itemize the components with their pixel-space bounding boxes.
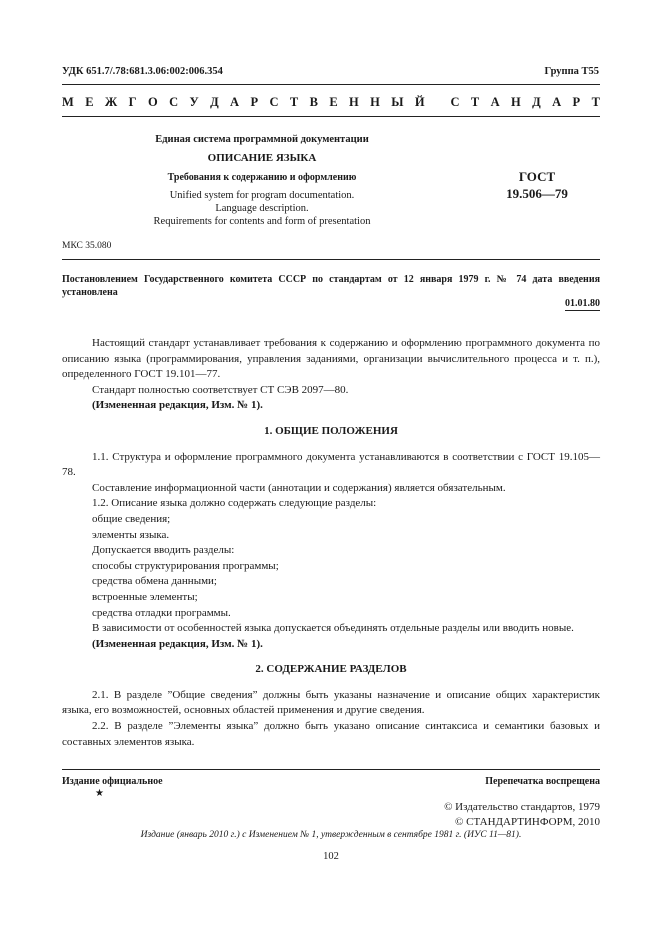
edition-note: Издание (январь 2010 г.) с Изменением № 1, утвержденным в сентябре 1981 г. (ИУС 11—81). xyxy=(140,830,522,840)
group-code: Группа Т55 xyxy=(544,66,599,77)
interstate-letter: Н xyxy=(511,95,521,109)
footer-rule xyxy=(62,769,600,770)
list-item: элементы языка. xyxy=(92,528,170,541)
interstate-letter: О xyxy=(147,95,158,109)
gost-label: ГОСТ xyxy=(518,169,556,184)
combine-paragraph: В зависимости от особенностей языка допускается объединять отдельные разделы или вводить новые. xyxy=(92,622,574,635)
interstate-letter: Т xyxy=(591,95,600,109)
interstate-letter: Р xyxy=(572,95,581,109)
interstate-letter: Е xyxy=(329,95,338,109)
decree-text: Постановлением Государственного комитета СССР по стандартам от 12 января 1979 г. № 74 дата введения установлена xyxy=(62,274,600,298)
interstate-letter: Ы xyxy=(391,95,404,109)
interstate-letter: Т xyxy=(470,95,480,109)
interstate-letter: Е xyxy=(85,95,94,109)
english-title-line-2: Language description. xyxy=(215,203,309,214)
interstate-letter: А xyxy=(490,95,500,109)
copyright-block xyxy=(444,800,600,830)
interstate-letter: Т xyxy=(289,95,299,109)
interstate-letter: Н xyxy=(370,95,380,109)
list-item: средства отладки программы. xyxy=(92,606,231,619)
clause-2-1: 2.1. В разделе ”Общие сведения” должны быть указаны назначение и описание общих характеристик языка, его возможностей, основных областей применения и другие сведения. xyxy=(62,688,600,717)
list-item: общие сведения; xyxy=(92,512,171,525)
section-2-heading: 2. СОДЕРЖАНИЕ РАЗДЕЛОВ xyxy=(255,663,407,676)
decree-rule xyxy=(62,259,600,260)
clause-1-1: 1.1. Структура и оформление программного документа устанавливаются в соответствии с ГОСТ 19.105—78. xyxy=(62,450,600,479)
interstate-letter: С xyxy=(450,95,460,109)
document-title: ОПИСАНИЕ ЯЗЫКА xyxy=(207,152,317,164)
clause-1-1-info: Составление информационной части (аннотации и содержания) является обязательным. xyxy=(92,481,506,494)
interstate-letter: Й xyxy=(414,95,425,109)
interstate-letter: У xyxy=(189,95,199,109)
interstate-letter: А xyxy=(230,95,240,109)
english-title-line-1: Unified system for program documentation. xyxy=(169,190,355,201)
interstate-letter: М xyxy=(62,95,74,109)
interstate-letter: Н xyxy=(349,95,359,109)
intro-paragraph: Настоящий стандарт устанавливает требования к содержанию и оформлению программного документа по описанию языка (программирования, управления заданиями, организации вычислительного процесса и т. п.), определенного ГОСТ 19.101—77. xyxy=(62,337,600,381)
list-item: встроенные элементы; xyxy=(92,590,198,603)
copyright-line-2: © СТАНДАРТИНФОРМ, 2010 xyxy=(455,816,600,828)
header-rule-top xyxy=(62,84,600,85)
interstate-standard-heading xyxy=(62,95,600,110)
clause-1-2: 1.2. Описание языка должно содержать следующие разделы: xyxy=(92,497,377,510)
star-icon: ★ xyxy=(95,788,104,799)
title-block xyxy=(122,134,402,228)
gost-designation xyxy=(492,168,582,202)
allowed-sections-intro: Допускается вводить разделы: xyxy=(92,544,235,557)
clause-2-2: 2.2. В разделе ”Элементы языка” должно быть указано описание синтаксиса и семантики базовых и составных элементов языка. xyxy=(62,720,600,748)
interstate-letter: С xyxy=(169,95,179,109)
compliance-paragraph: Стандарт полностью соответствует СТ СЭВ 2097—80. xyxy=(92,383,349,396)
system-title: Единая система программной документации xyxy=(155,134,369,145)
document-body xyxy=(62,336,600,750)
section-1-heading: 1. ОБЩИЕ ПОЛОЖЕНИЯ xyxy=(264,424,398,437)
copyright-line-1: © Издательство стандартов, 1979 xyxy=(444,801,600,813)
udk-code: УДК 651.7/.78:681.3.06:002:006.354 xyxy=(62,66,223,77)
amendment-note: (Измененная редакция, Изм. № 1). xyxy=(92,637,263,650)
header-rule-bottom xyxy=(62,116,600,117)
decree-date: 01.01.80 xyxy=(565,298,600,309)
interstate-letter: А xyxy=(552,95,562,109)
gost-number: 19.506—79 xyxy=(506,186,568,201)
english-title-line-3: Requirements for contents and form of presentation xyxy=(153,216,371,227)
mks-code: МКС 35.080 xyxy=(62,241,112,251)
interstate-letter xyxy=(436,95,439,110)
reprint-prohibited-label: Перепечатка воспрещена xyxy=(485,776,600,787)
official-edition-label: Издание официальное xyxy=(62,776,163,787)
list-item: способы структурирования программы; xyxy=(92,559,279,572)
interstate-letter: Д xyxy=(210,95,219,109)
list-item: средства обмена данными; xyxy=(92,575,217,588)
interstate-letter: Г xyxy=(128,95,137,109)
amendment-note: (Измененная редакция, Изм. № 1). xyxy=(92,399,263,412)
interstate-letter: Ж xyxy=(104,95,118,109)
document-subtitle: Требования к содержанию и оформлению xyxy=(167,172,357,183)
page-number: 102 xyxy=(323,851,339,862)
interstate-letter: Р xyxy=(250,95,259,109)
interstate-letter: Д xyxy=(532,95,541,109)
interstate-letter: С xyxy=(269,95,279,109)
interstate-letter: В xyxy=(309,95,318,109)
